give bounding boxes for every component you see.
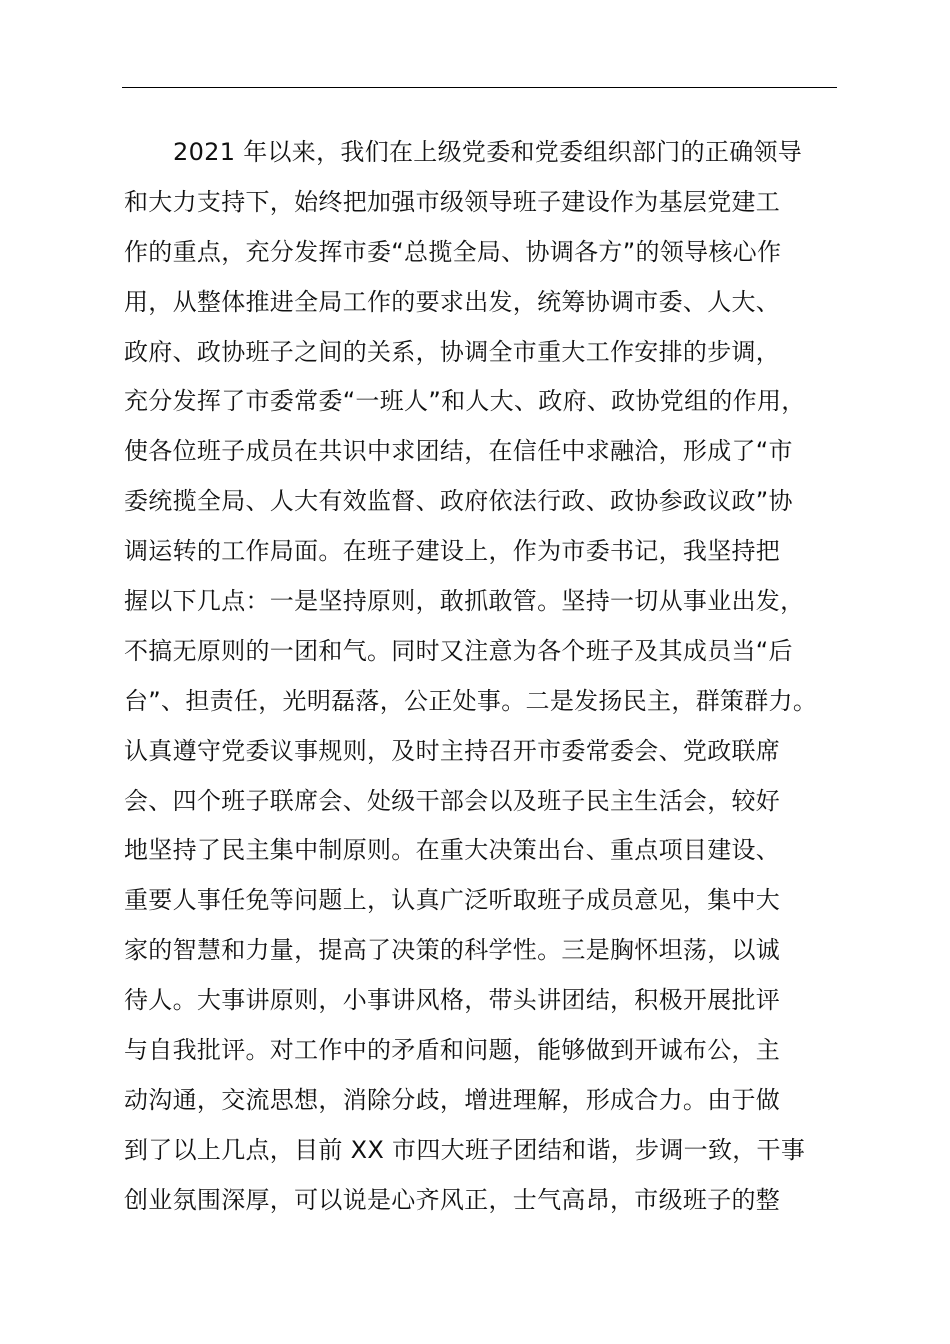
text-line: 重要人事任免等问题上，认真广泛听取班子成员意见，集中大: [124, 886, 781, 915]
text-line: 政府、政协班子之间的关系，协调全市重大工作安排的步调，: [124, 337, 781, 366]
text-line: 委统揽全局、人大有效监督、政府依法行政、政协参政议政”协: [124, 487, 793, 516]
text-line: 家的智慧和力量，提高了决策的科学性。三是胸怀坦荡，以诚: [124, 936, 781, 965]
text-line: 与自我批评。对工作中的矛盾和问题，能够做到开诚布公，主: [124, 1036, 781, 1065]
text-line: 创业氛围深厚，可以说是心齐风正，士气高昂，市级班子的整: [124, 1185, 781, 1214]
text-line: 握以下几点：一是坚持原则，敢抓敢管。坚持一切从事业出发，: [124, 587, 805, 616]
header-rule: [122, 87, 837, 88]
text-line: 地坚持了民主集中制原则。在重大决策出台、重点项目建设、: [124, 836, 781, 865]
text-line: 会、四个班子联席会、处级干部会以及班子民主生活会，较好: [124, 786, 781, 815]
text-line: 2021 年以来，我们在上级党委和党委组织部门的正确领导: [173, 138, 803, 166]
text-line: 待人。大事讲原则，小事讲风格，带头讲团结，积极开展批评: [124, 986, 781, 1015]
text-line: 和大力支持下，始终把加强市级领导班子建设作为基层党建工: [124, 187, 781, 216]
text-line: 作的重点，充分发挥市委“总揽全局、协调各方”的领导核心作: [124, 237, 782, 266]
text-line: 用，从整体推进全局工作的要求出发，统筹协调市委、人大、: [124, 287, 781, 316]
text-line: 充分发挥了市委常委“一班人”和人大、政府、政协党组的作用，: [124, 387, 806, 416]
body-paragraph: [124, 128, 844, 1226]
text-line: 动沟通，交流思想，消除分歧，增进理解，形成合力。由于做: [124, 1085, 781, 1114]
text-line: 不搞无原则的一团和气。同时又注意为各个班子及其成员当“后: [124, 636, 793, 665]
text-line: 调运转的工作局面。在班子建设上，作为市委书记，我坚持把: [124, 537, 781, 566]
text-line: 认真遵守党委议事规则，及时主持召开市委常委会、党政联席: [124, 736, 781, 765]
text-line: 到了以上几点，目前 XX 市四大班子团结和谐，步调一致，干事: [124, 1135, 806, 1164]
text-line: 使各位班子成员在共识中求团结，在信任中求融洽，形成了“市: [124, 437, 793, 466]
text-line: 台”、担责任，光明磊落，公正处事。二是发扬民主，群策群力。: [124, 686, 818, 715]
